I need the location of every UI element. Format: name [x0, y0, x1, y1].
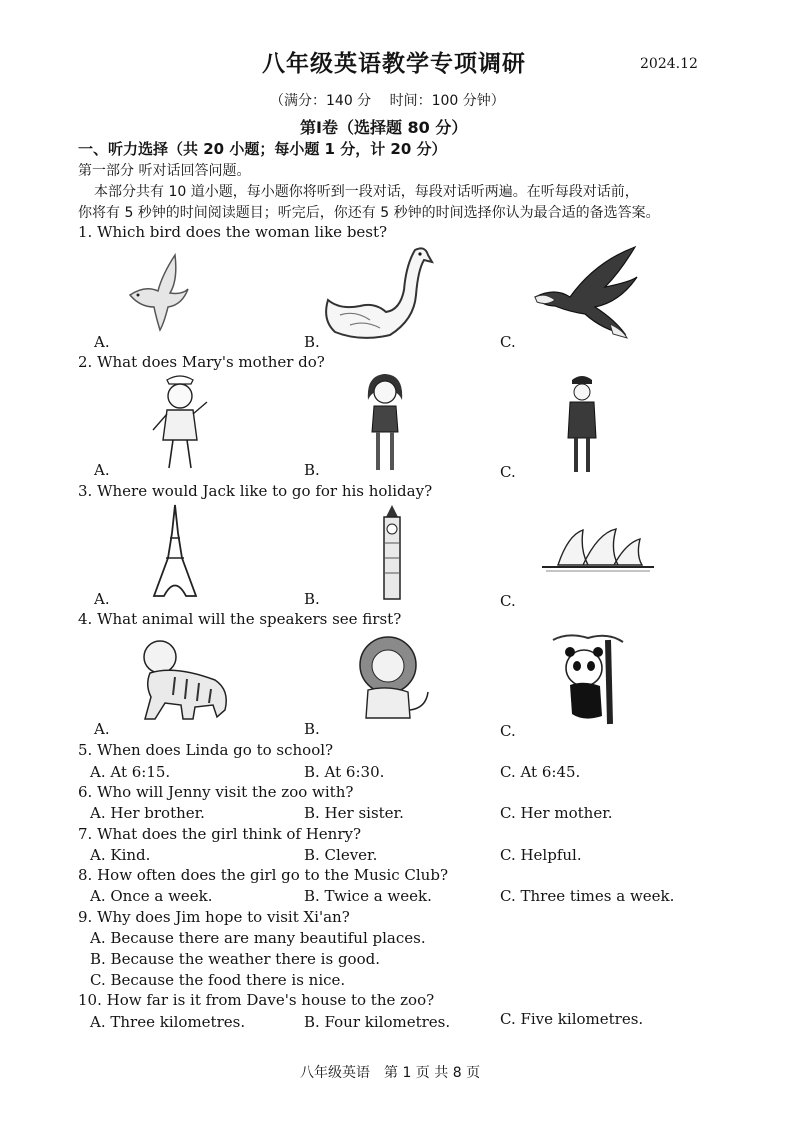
option-9b[interactable]: B. Because the weather there is good.	[90, 950, 380, 968]
eiffel-tower-image[interactable]	[148, 503, 203, 598]
option-8a[interactable]: A. Once a week.	[90, 887, 213, 905]
option-9c[interactable]: C. Because the food there is nice.	[90, 971, 346, 989]
option-3a[interactable]: A.	[94, 590, 110, 608]
panda-image[interactable]	[548, 630, 628, 725]
question-5: 5. When does Linda go to school?	[78, 741, 334, 759]
girl-image[interactable]	[358, 370, 413, 475]
question-3: 3. Where would Jack like to go for his holiday?	[78, 482, 433, 500]
tiger-image[interactable]	[125, 635, 235, 725]
option-8b[interactable]: B. Twice a week.	[304, 887, 432, 905]
option-7c[interactable]: C. Helpful.	[500, 846, 582, 864]
section-heading: 一、听力选择（共 20 小题；每小题 1 分，计 20 分）	[78, 140, 447, 158]
option-4b[interactable]: B.	[304, 720, 320, 738]
police-image[interactable]	[560, 372, 605, 477]
question-10: 10. How far is it from Dave's house to the zoo?	[78, 991, 435, 1009]
option-3b[interactable]: B.	[304, 590, 320, 608]
option-3c[interactable]: C.	[500, 592, 516, 610]
option-1c[interactable]: C.	[500, 333, 516, 351]
page-title: 八年级英语教学专项调研	[262, 51, 526, 77]
nurse-image[interactable]	[145, 372, 215, 472]
question-6: 6. Who will Jenny visit the zoo with?	[78, 783, 354, 801]
question-2: 2. What does Mary's mother do?	[78, 353, 325, 371]
option-5a[interactable]: A. At 6:15.	[90, 763, 171, 781]
option-7a[interactable]: A. Kind.	[90, 846, 151, 864]
option-1a[interactable]: A.	[94, 333, 110, 351]
instructions-line-2: 你将有 5 秒钟的时间阅读题目；听完后，你还有 5 秒钟的时间选择你认为最合适的备选答案。	[78, 205, 660, 221]
exam-subtitle: （满分：140 分 时间：100 分钟）	[270, 93, 505, 109]
option-6c[interactable]: C. Her mother.	[500, 804, 613, 822]
option-9a[interactable]: A. Because there are many beautiful places.	[90, 929, 426, 947]
option-2c[interactable]: C.	[500, 463, 516, 481]
option-10c[interactable]: C. Five kilometres.	[500, 1010, 644, 1028]
option-7b[interactable]: B. Clever.	[304, 846, 378, 864]
option-6a[interactable]: A. Her brother.	[90, 804, 205, 822]
option-5b[interactable]: B. At 6:30.	[304, 763, 385, 781]
question-7: 7. What does the girl think of Henry?	[78, 825, 362, 843]
exam-date: 2024.12	[640, 56, 698, 72]
option-6b[interactable]: B. Her sister.	[304, 804, 404, 822]
question-1: 1. Which bird does the woman like best?	[78, 223, 388, 241]
big-ben-image[interactable]	[376, 503, 408, 601]
option-2b[interactable]: B.	[304, 461, 320, 479]
dove-image[interactable]	[120, 245, 200, 335]
opera-house-image[interactable]	[538, 525, 658, 575]
lion-image[interactable]	[338, 630, 433, 725]
option-10a[interactable]: A. Three kilometres.	[90, 1013, 246, 1031]
option-4c[interactable]: C.	[500, 722, 516, 740]
part-heading: 第一部分 听对话回答问题。	[78, 163, 251, 179]
instructions-line-1: 本部分共有 10 道小题，每小题你将听到一段对话，每段对话听两遍。在听每段对话前，	[94, 184, 639, 200]
question-8: 8. How often does the girl go to the Music Club?	[78, 866, 448, 884]
option-8c[interactable]: C. Three times a week.	[500, 887, 675, 905]
swan-image[interactable]	[320, 240, 435, 345]
question-4: 4. What animal will the speakers see first?	[78, 610, 402, 628]
eagle-image[interactable]	[525, 242, 640, 342]
option-4a[interactable]: A.	[94, 720, 110, 738]
page-footer: 八年级英语 第 1 页 共 8 页	[300, 1065, 481, 1081]
question-9: 9. Why does Jim hope to visit Xi'an?	[78, 908, 350, 926]
option-10b[interactable]: B. Four kilometres.	[304, 1013, 451, 1031]
option-5c[interactable]: C. At 6:45.	[500, 763, 581, 781]
volume-title: 第Ⅰ卷（选择题 80 分）	[300, 118, 468, 137]
option-1b[interactable]: B.	[304, 333, 320, 351]
option-2a[interactable]: A.	[94, 461, 110, 479]
